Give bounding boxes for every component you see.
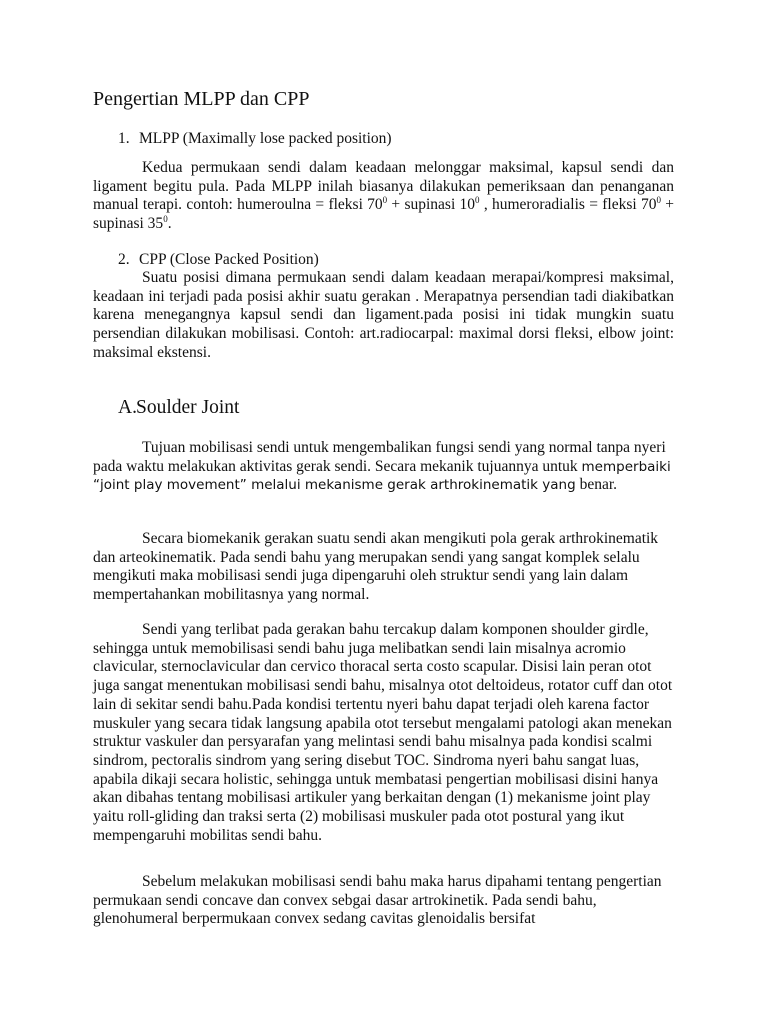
section-title: Soulder Joint [136,397,240,418]
list-item-cpp [118,251,319,269]
degree-sup: 0 [475,195,480,206]
section-letter: A. [118,397,137,418]
paragraph-sebelum: Sebelum melakukan mobilisasi sendi bahu maka harus dipahami tentang pengertian permukaan sendi concave dan convex sebgai dasar artrokinetik. Pada sendi bahu, glenohumeral berpermukaan convex sedang cavitas glenoidalis bersifat [93,873,662,928]
mlpp-paragraph [93,159,674,234]
list-number: 2. [118,251,130,268]
list-number: 1. [118,130,130,147]
mlpp-text-5: . [167,215,172,233]
cpp-paragraph: Suatu posisi dimana permukaan sendi dalam keadaan merapai/kompresi maksimal, keadaan ini terjadi pada posisi akhir suatu gerakan . Merapatnya persendian tadi diakibatkan karena menegangnya kapsul sendi dan ligament.pada posisi ini tidak mungkin suatu persendian dilakukan mobilisasi. Contoh: art.radiocarpal: maximal dorsi fleksi, elbow joint: maksimal ekstensi. [93,269,674,361]
section-heading [118,397,239,419]
mlpp-text-4: + supinasi 35 [93,196,674,233]
list-item-label: CPP (Close Packed Position) [139,251,319,268]
degree-sup: 0 [656,195,661,206]
list-item-mlpp [118,130,392,148]
paragraph-biomekanik: Secara biomekanik gerakan suatu sendi akan mengikuti pola gerak arthrokinematik dan arteokinematik. Pada sendi bahu yang merupakan sendi yang sangat komplek selalu mengikuti maka mobilisasi sendi juga dipengaruhi oleh struktur sendi yang lain dalam mempertahankan mobilitasnya yang normal. [93,530,659,604]
list-item-label: MLPP (Maximally lose packed position) [139,130,392,147]
degree-sup: 0 [163,213,168,224]
degree-sup: 0 [382,195,388,206]
paragraph-text-sans: memperbaiki “joint play movement” melalui mekanisme gerak arthrokinematik yang [93,458,671,494]
mlpp-text-3: , humeroradialis = fleksi 70 [479,196,657,214]
document-title: Pengertian MLPP dan CPP [93,88,310,110]
paragraph-sendi: Sendi yang terlibat pada gerakan bahu tercakup dalam komponen shoulder girdle, sehingga untuk memobilisasi sendi bahu juga melibatkan sendi lain misalnya acromio clavicular, sternoclavicular dan cervico thoracal serta costo scapular. Disisi lain peran otot juga sangat menentukan mobilisasi sendi bahu, misalnya otot deltoideus, rotator cuff dan otot lain di sekitar sendi bahu.Pada kondisi tertentu nyeri bahu dapat terjadi oleh karena factor muskuler yang secara tidak langsung apabila otot tersebut mengalami patologi akan menekan struktur vaskuler dan persyarafan yang melintasi sendi bahu misalnya pada kondisi scalmi sindrom, pectoralis sindrom yang sering disebut TOC. Sindroma nyeri bahu sangat luas, apabila dikaji secara holistic, sehingga untuk membatasi pengertian mobilisasi disini hanya akan dibahas tentang mobilisasi artikuler yang berkaitan dengan (1) mekanisme joint play yaitu roll-gliding dan traksi serta (2) mobilisasi muskuler pada otot postural yang ikut mempengaruhi mobilitas sendi bahu. [93,621,673,844]
paragraph-text: Tujuan mobilisasi sendi untuk mengembalikan fungsi sendi yang normal tanpa nyeri pada waktu melakukan aktivitas gerak sendi. Secara mekanik tujuannya untuk [93,439,666,475]
mlpp-text-1: Kedua permukaan sendi dalam keadaan melonggar maksimal, kapsul sendi dan ligament begitu pula. Pada MLPP inilah biasanya dilakukan pemeriksaan dan penanganan manual terapi. contoh: humeroulna = fleksi 70 [93,159,674,214]
mlpp-text-2: + supinasi 10 [387,196,476,214]
paragraph-text: benar. [579,476,618,494]
paragraph-tujuan [93,439,674,495]
